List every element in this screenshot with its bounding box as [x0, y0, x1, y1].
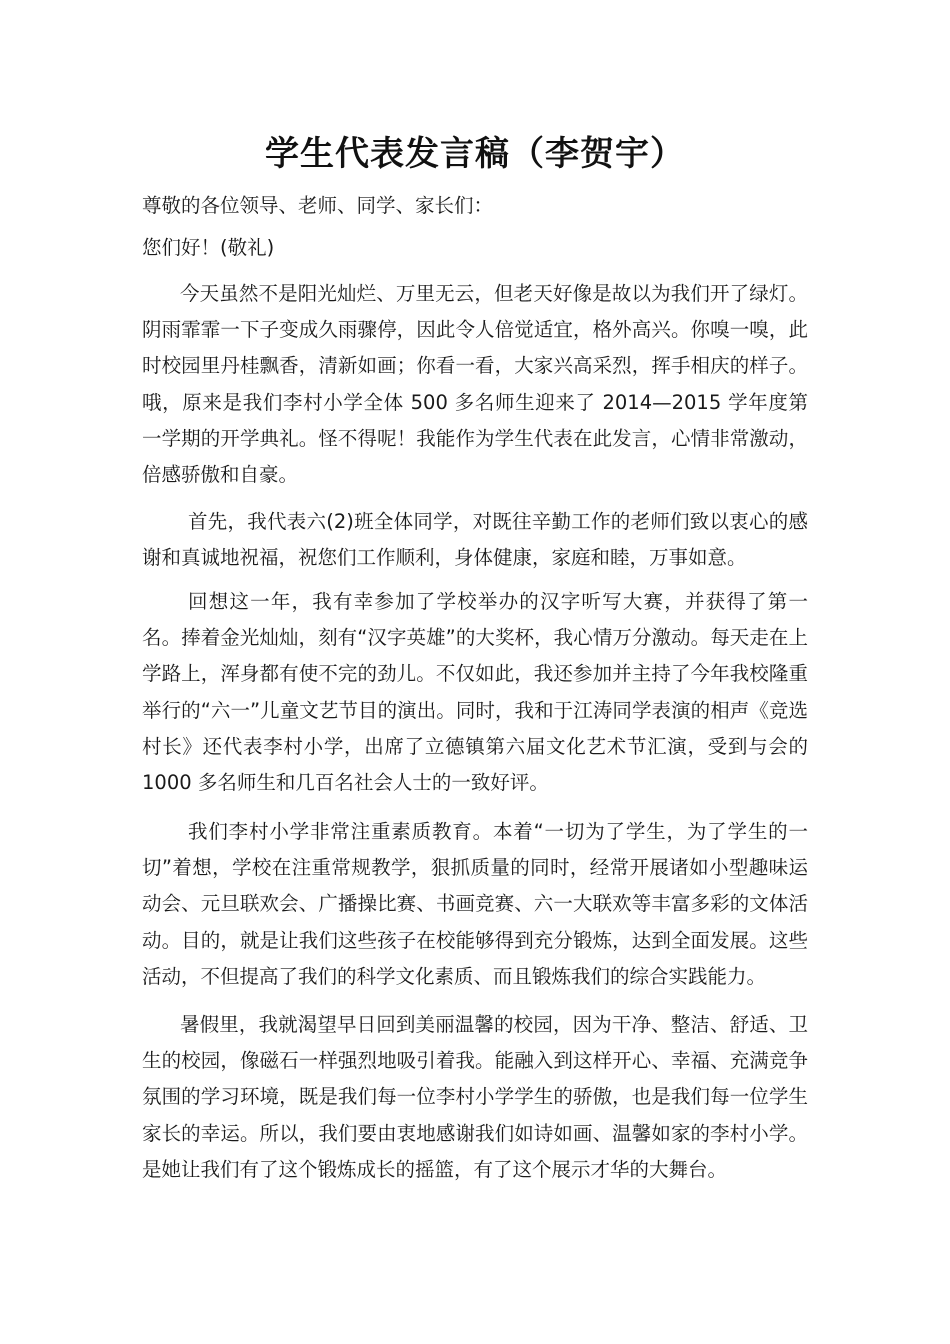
greeting: 您们好！(敬礼) [142, 236, 275, 259]
document-title: 学生代表发言稿（李贺宇） [265, 134, 685, 174]
paragraph-4: 我们李村小学非常注重素质教育。本着“一切为了学生，为了学生的一切”着想，学校在注重常规教学，狠抓质量的同时，经常开展诸如小型趣味运动会、元旦联欢会、广播操比赛、书画竞赛、六一大联欢等丰富多彩的文体活动。目的，就是让我们这些孩子在校能够得到充分锻炼，达到全面发展。这些活动，不但提高了我们的科学文化素质、而且锻炼我们的综合实践能力。 [142, 820, 808, 988]
paragraph-2: 首先，我代表六(2)班全体同学，对既往辛勤工作的老师们致以衷心的感谢和真诚地祝福，祝您们工作顺利，身体健康，家庭和睦，万事如意。 [142, 510, 808, 570]
salutation: 尊敬的各位领导、老师、同学、家长们： [142, 194, 494, 217]
paragraph-1: 今天虽然不是阳光灿烂、万里无云，但老天好像是故以为我们开了绿灯。阴雨霏霏一下子变成久雨骤停，因此令人倍觉适宜，格外高兴。你嗅一嗅，此时校园里丹桂飘香，清新如画；你看一看，大家兴高采烈，挥手相庆的样子。哦，原来是我们李村小学全体 500 多名师生迎来了 2014—2015 学年度第一学期的开学典礼。怪不得呢！我能作为学生代表在此发言，心情非常激动，倍感骄傲和自豪。 [142, 282, 808, 487]
paragraph-3: 回想这一年，我有幸参加了学校举办的汉字听写大赛，并获得了第一名。捧着金光灿灿，刻有“汉字英雄”的大奖杯，我心情万分激动。每天走在上学路上，浑身都有使不完的劲儿。不仅如此，我还参加并主持了今年我校隆重举行的“六一”儿童文艺节目的演出。同时，我和于江涛同学表演的相声《竞选村长》还代表李村小学，出席了立德镇第六届文化艺术节汇演，受到与会的 1000 多名师生和几百名社会人士的一致好评。 [142, 590, 808, 795]
paragraph-5: 暑假里，我就渴望早日回到美丽温馨的校园，因为干净、整洁、舒适、卫生的校园，像磁石一样强烈地吸引着我。能融入到这样开心、幸福、充满竞争氛围的学习环境，既是我们每一位李村小学学生的骄傲，也是我们每一位学生家长的幸运。所以，我们要由衷地感谢我们如诗如画、温馨如家的李村小学。是她让我们有了这个锻炼成长的摇篮，有了这个展示才华的大舞台。 [142, 1013, 808, 1181]
